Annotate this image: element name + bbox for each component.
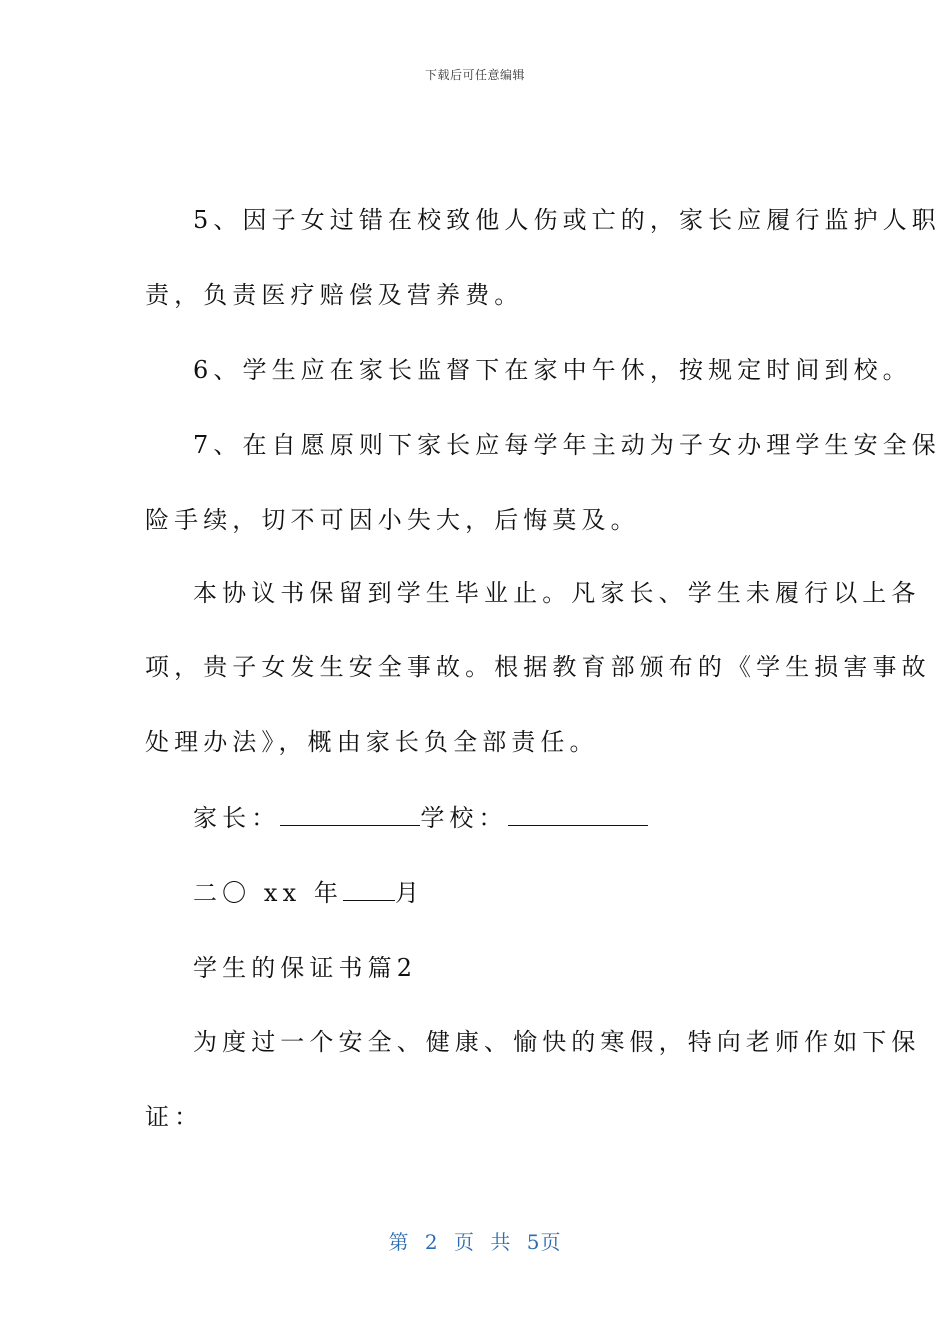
item-5-line-1: 5、因子女过错在校致他人伤或亡的，家长应履行监护人职 [193, 206, 941, 234]
page-footer [0, 1226, 950, 1255]
month-blank[interactable] [343, 878, 395, 901]
agreement-note-line-1: 本协议书保留到学生毕业止。凡家长、学生未履行以上各 [193, 579, 921, 607]
parent-signature-blank[interactable] [280, 803, 420, 826]
section-title: 学生的保证书篇2 [193, 954, 418, 982]
footer-page-word-1: 第 [388, 1230, 410, 1254]
agreement-note-line-3: 处理办法》，概由家长负全部责任。 [145, 728, 599, 756]
school-signature-blank[interactable] [508, 803, 648, 826]
footer-page-word-2: 页 [454, 1230, 475, 1254]
item-6: 6、学生应在家长监督下在家中午休，按规定时间到校。 [193, 356, 912, 384]
page-header-note: 下载后可任意编辑 [424, 68, 525, 82]
footer-page-word-3: 共 [490, 1230, 512, 1254]
pledge-line-1: 为度过一个安全、健康、愉快的寒假，特向老师作如下保 [193, 1028, 921, 1056]
date-suffix: 月 [395, 879, 425, 907]
pledge-line-2: 证： [145, 1103, 204, 1131]
footer-current-page: 2 [424, 1230, 439, 1254]
parent-label: 家长： [193, 804, 281, 832]
agreement-note-line-2: 项，贵子女发生安全事故。根据教育部颁布的《学生损害事故 [145, 653, 931, 681]
item-5-line-2: 责，负责医疗赔偿及营养费。 [145, 281, 524, 309]
item-7-line-1: 7、在自愿原则下家长应每学年主动为子女办理学生安全保 [193, 431, 941, 459]
footer-total-pages: 5页 [526, 1230, 562, 1254]
school-label: 学校： [420, 804, 508, 832]
date-prefix: 二〇 xx 年 [193, 879, 344, 907]
date-line [193, 878, 873, 908]
signature-line [193, 803, 873, 833]
item-7-line-2: 险手续，切不可因小失大，后悔莫及。 [145, 506, 640, 534]
